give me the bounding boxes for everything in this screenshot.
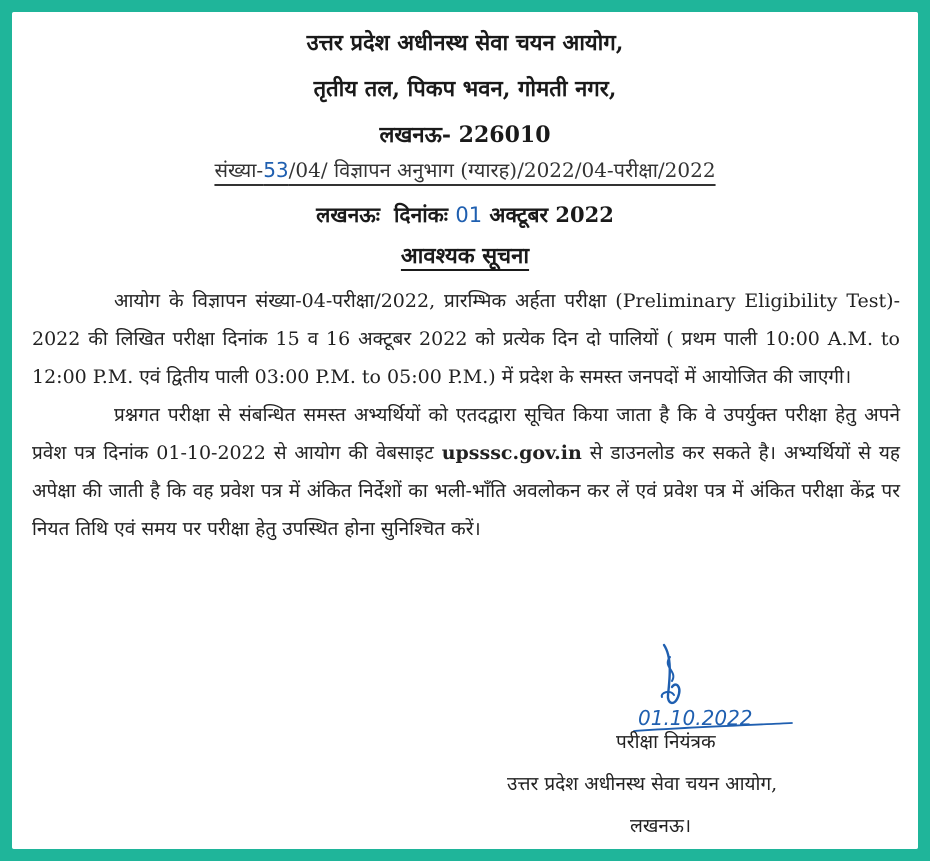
handwritten-sign-date: 01.10.2022 xyxy=(638,706,753,730)
paragraph2-text-before: प्रश्नगत परीक्षा से संबन्धित समस्त अभ्यर्थियों को एतदद्वारा सूचित किया जाता है कि वे उपर्युक्त परीक्षा हेतु अपने प्रवेश पत्र दिनांक 01-10-2022 से आयोग की वेबसाइट xyxy=(32,404,900,464)
handwritten-reference-no: 53 xyxy=(263,158,289,182)
header-org-name: उत्तर प्रदेश अधीनस्थ सेवा चयन आयोग, xyxy=(306,30,624,56)
reference-suffix: /04/ विज्ञापन अनुभाग (ग्यारह)/2022/04-परीक्षा/2022 xyxy=(288,158,716,182)
notice-document xyxy=(12,12,918,849)
notice-title xyxy=(12,238,918,274)
header-city-pin: लखनऊ- 226010 xyxy=(379,122,551,148)
signatory-organisation: उत्तर प्रदेश अधीनस्थ सेवा चयन आयोग, xyxy=(507,773,778,795)
notice-body xyxy=(32,282,900,548)
dateline-month-year: अक्टूबर 2022 xyxy=(489,202,614,227)
reference-prefix: संख्या- xyxy=(214,158,264,182)
paragraph-exam-schedule: आयोग के विज्ञापन संख्या-04-परीक्षा/2022, प्रारम्भिक अर्हता परीक्षा (Preliminary Eligibility Test)- 2022 की लिखित परीक्षा दिनांक 15 व 16 अक्टूबर 2022 को प्रत्येक दिन दो पालियों ( प्रथम पाली 10:00 A.M. to 12:00 P.M. एवं द्वितीय पाली 03:00 P.M. to 05:00 P.M.) में प्रदेश के समस्त जनपदों में आयोजित की जाएगी। xyxy=(32,290,900,388)
website-link[interactable]: upsssc.gov.in xyxy=(441,442,582,464)
paragraph2-text-after: से डाउनलोड कर सकते है। अभ्यर्थियों से यह अपेक्षा की जाती है कि वह प्रवेश पत्र में अंकित निर्देशों का भली-भाँति अवलोकन कर लें एवं प्रवेश पत्र में अंकित परीक्षा केंद्र पर नियत तिथि एवं समय पर परीक्षा हेतु उपस्थित होना सुनिश्चित करें। xyxy=(32,442,900,540)
dateline-place: लखनऊः xyxy=(316,202,380,227)
paragraph-admit-card xyxy=(32,396,900,548)
handwritten-day: 01 xyxy=(455,203,483,227)
dateline-label: दिनांकः xyxy=(393,202,449,227)
signatory-city: लखनऊ। xyxy=(630,815,692,837)
reference-number xyxy=(12,152,918,188)
signatory-designation: परीक्षा नियंत्रक xyxy=(616,731,716,753)
dateline xyxy=(12,196,918,234)
header-address: तृतीय तल, पिकप भवन, गोमती नगर, xyxy=(313,76,617,102)
notice-title-text: आवश्यक सूचना xyxy=(400,243,530,269)
